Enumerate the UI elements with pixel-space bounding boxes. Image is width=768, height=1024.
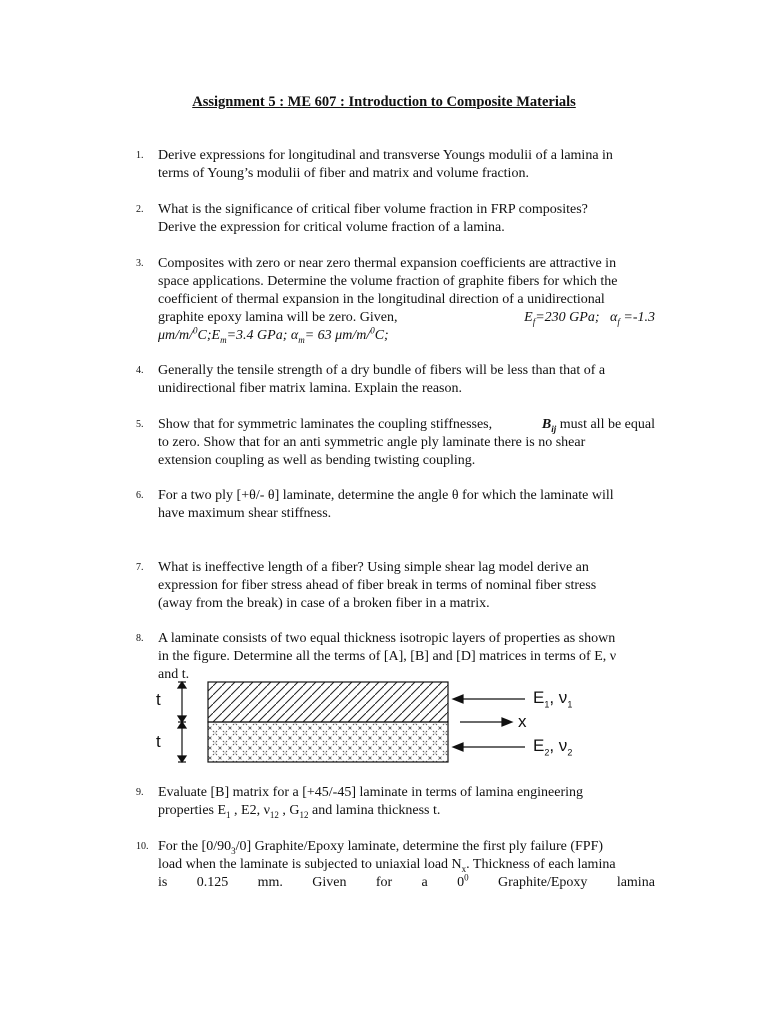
thickness-arrow-bottom <box>178 722 186 762</box>
word: Graphite/Epoxy <box>498 875 588 890</box>
thickness-arrow-top <box>178 682 186 722</box>
thickness-label-bottom: t <box>156 732 161 751</box>
subscript: 12 <box>269 809 279 820</box>
text-line: Generally the tensile strength of a dry bundle of fibers will be less than that of a <box>158 363 606 378</box>
text-line: What is ineffective length of a fiber? Using simple shear lag model derive an <box>158 560 589 575</box>
text-segment: . Thickness of each lamina <box>466 857 616 872</box>
superscript: 0 <box>370 325 375 336</box>
subscript: 1 <box>544 699 550 710</box>
question-number: 5. <box>136 419 144 430</box>
symbol: E <box>533 688 545 707</box>
layer1-arrow <box>453 695 525 703</box>
text-line: Evaluate [B] matrix for a [+45/-45] laminate in terms of lamina engineering <box>158 785 584 800</box>
word: is <box>158 875 168 890</box>
text-line: space applications. Determine the volume fraction of graphite fibers for which the <box>158 274 618 289</box>
subscript: m <box>220 334 227 345</box>
superscript: 0 <box>464 872 469 883</box>
subscript: x <box>461 863 467 874</box>
thickness-label-top: t <box>156 690 161 709</box>
text-segment: C; <box>374 328 389 343</box>
question-number: 2. <box>136 204 144 215</box>
symbol: B <box>541 417 552 432</box>
text-segment: = 63 μm/m/ <box>304 328 371 343</box>
subscript: 2 <box>567 747 573 758</box>
question-text <box>158 784 655 820</box>
question-number: 1. <box>136 150 144 161</box>
question-number: 3. <box>136 258 144 269</box>
subscript: f <box>617 316 620 327</box>
question-number: 9. <box>136 787 144 798</box>
subscript: 2 <box>544 747 550 758</box>
word: for <box>375 875 393 890</box>
text-line <box>158 327 655 345</box>
subscript: 1 <box>226 809 231 820</box>
layer1-properties <box>533 688 572 708</box>
bottom-layer <box>208 722 448 762</box>
value: =-1.3 <box>623 310 655 325</box>
text-line: Composites with zero or near zero thermal expansion coefficients are attractive in <box>158 256 617 271</box>
text-line <box>158 802 655 820</box>
text-segment: C;E <box>197 328 221 343</box>
axis-label-x: x <box>518 712 527 731</box>
text-line: unidirectional fiber matrix lamina. Explain the reason. <box>158 381 463 396</box>
value: =230 GPa; <box>535 310 600 325</box>
word <box>457 874 469 892</box>
text-line <box>158 416 655 434</box>
text-line: For a two ply [+θ/- θ] laminate, determine the angle θ for which the laminate will <box>158 488 614 503</box>
text-line: in the figure. Determine all the terms of [A], [B] and [D] matrices in terms of E, ν <box>158 649 617 664</box>
question-text <box>158 487 655 523</box>
question-text <box>158 838 655 892</box>
text-segment: , G <box>278 803 300 818</box>
text-segment: graphite epoxy lamina will be zero. Given, <box>158 310 398 325</box>
word: mm. <box>257 875 283 890</box>
text-line: coefficient of thermal expansion in the longitudinal direction of a unidirectional <box>158 292 605 307</box>
subscript: 1 <box>567 699 573 710</box>
layer2-properties <box>533 736 572 756</box>
symbol: E <box>524 310 533 325</box>
text-line: to zero. Show that for an anti symmetric angle ply laminate there is no shear <box>158 435 586 450</box>
symbol: , ν <box>549 688 568 707</box>
text-segment: μm/m/ <box>158 328 194 343</box>
superscript: 0 <box>193 325 198 336</box>
text-line: expression for fiber stress ahead of fiber break in terms of nominal fiber stress <box>158 578 597 593</box>
text-line <box>158 856 655 874</box>
text-line: Derive expressions for longitudinal and transverse Youngs modulii of a lamina in <box>158 148 613 163</box>
given-values <box>524 309 655 327</box>
subscript: f <box>532 316 536 327</box>
word: a <box>421 875 428 890</box>
text-line: What is the significance of critical fiber volume fraction in FRP composites? <box>158 202 588 217</box>
text-line: (away from the break) in case of a broken fiber in a matrix. <box>158 596 490 611</box>
layer2-arrow <box>453 743 525 751</box>
text-line <box>158 838 655 856</box>
symbol: E <box>533 736 545 755</box>
text-line: extension coupling as well as bending twisting coupling. <box>158 453 476 468</box>
top-layer <box>208 682 448 722</box>
text-segment <box>542 416 655 434</box>
question-text <box>158 362 655 398</box>
subscript: m <box>298 334 305 345</box>
question-text <box>158 559 655 613</box>
text-line: Derive the expression for critical volume fraction of a lamina. <box>158 220 505 235</box>
text-segment: properties E <box>158 803 227 818</box>
text-line: terms of Young’s modulii of fiber and matrix and volume fraction. <box>158 166 529 181</box>
text-line <box>158 874 655 892</box>
text-segment: Show that for symmetric laminates the coupling stiffnesses, <box>158 417 493 432</box>
question-number: 10. <box>136 841 149 852</box>
word: 0.125 <box>196 875 229 890</box>
word: lamina <box>616 875 655 890</box>
text-line: A laminate consists of two equal thickness isotropic layers of properties as shown <box>158 631 616 646</box>
question-text <box>158 416 655 470</box>
laminate-figure <box>150 668 600 768</box>
text-segment: For the [0/90 <box>158 839 232 854</box>
question-text <box>158 255 655 345</box>
text-segment: =3.4 GPa; α <box>226 328 299 343</box>
text-line <box>158 309 655 327</box>
text-line: have maximum shear stiffness. <box>158 506 332 521</box>
question-number: 6. <box>136 490 144 501</box>
symbol: , ν <box>549 736 568 755</box>
question-number: 8. <box>136 633 144 644</box>
word: Given <box>312 875 347 890</box>
page-title: Assignment 5 : ME 607 : Introduction to Composite Materials <box>192 94 576 110</box>
text-segment: , E2, ν <box>230 803 270 818</box>
text-segment: load when the laminate is subjected to uniaxial load N <box>158 857 462 872</box>
subscript: 3 <box>231 845 236 856</box>
text-segment: must all be equal <box>559 417 655 432</box>
question-number: 7. <box>136 562 144 573</box>
subscript: 12 <box>299 809 309 820</box>
question-number: 4. <box>136 365 144 376</box>
subscript: ij <box>551 423 557 434</box>
question-text <box>158 201 655 237</box>
x-axis-arrow <box>460 718 512 726</box>
symbol: α <box>610 310 618 325</box>
text-segment: /0] Graphite/Epoxy laminate, determine the first ply failure (FPF) <box>235 839 604 854</box>
word-text: 0 <box>457 875 465 890</box>
text-segment: and lamina thickness t. <box>308 803 441 818</box>
question-text <box>158 147 655 183</box>
text-line: and t. <box>158 667 190 682</box>
